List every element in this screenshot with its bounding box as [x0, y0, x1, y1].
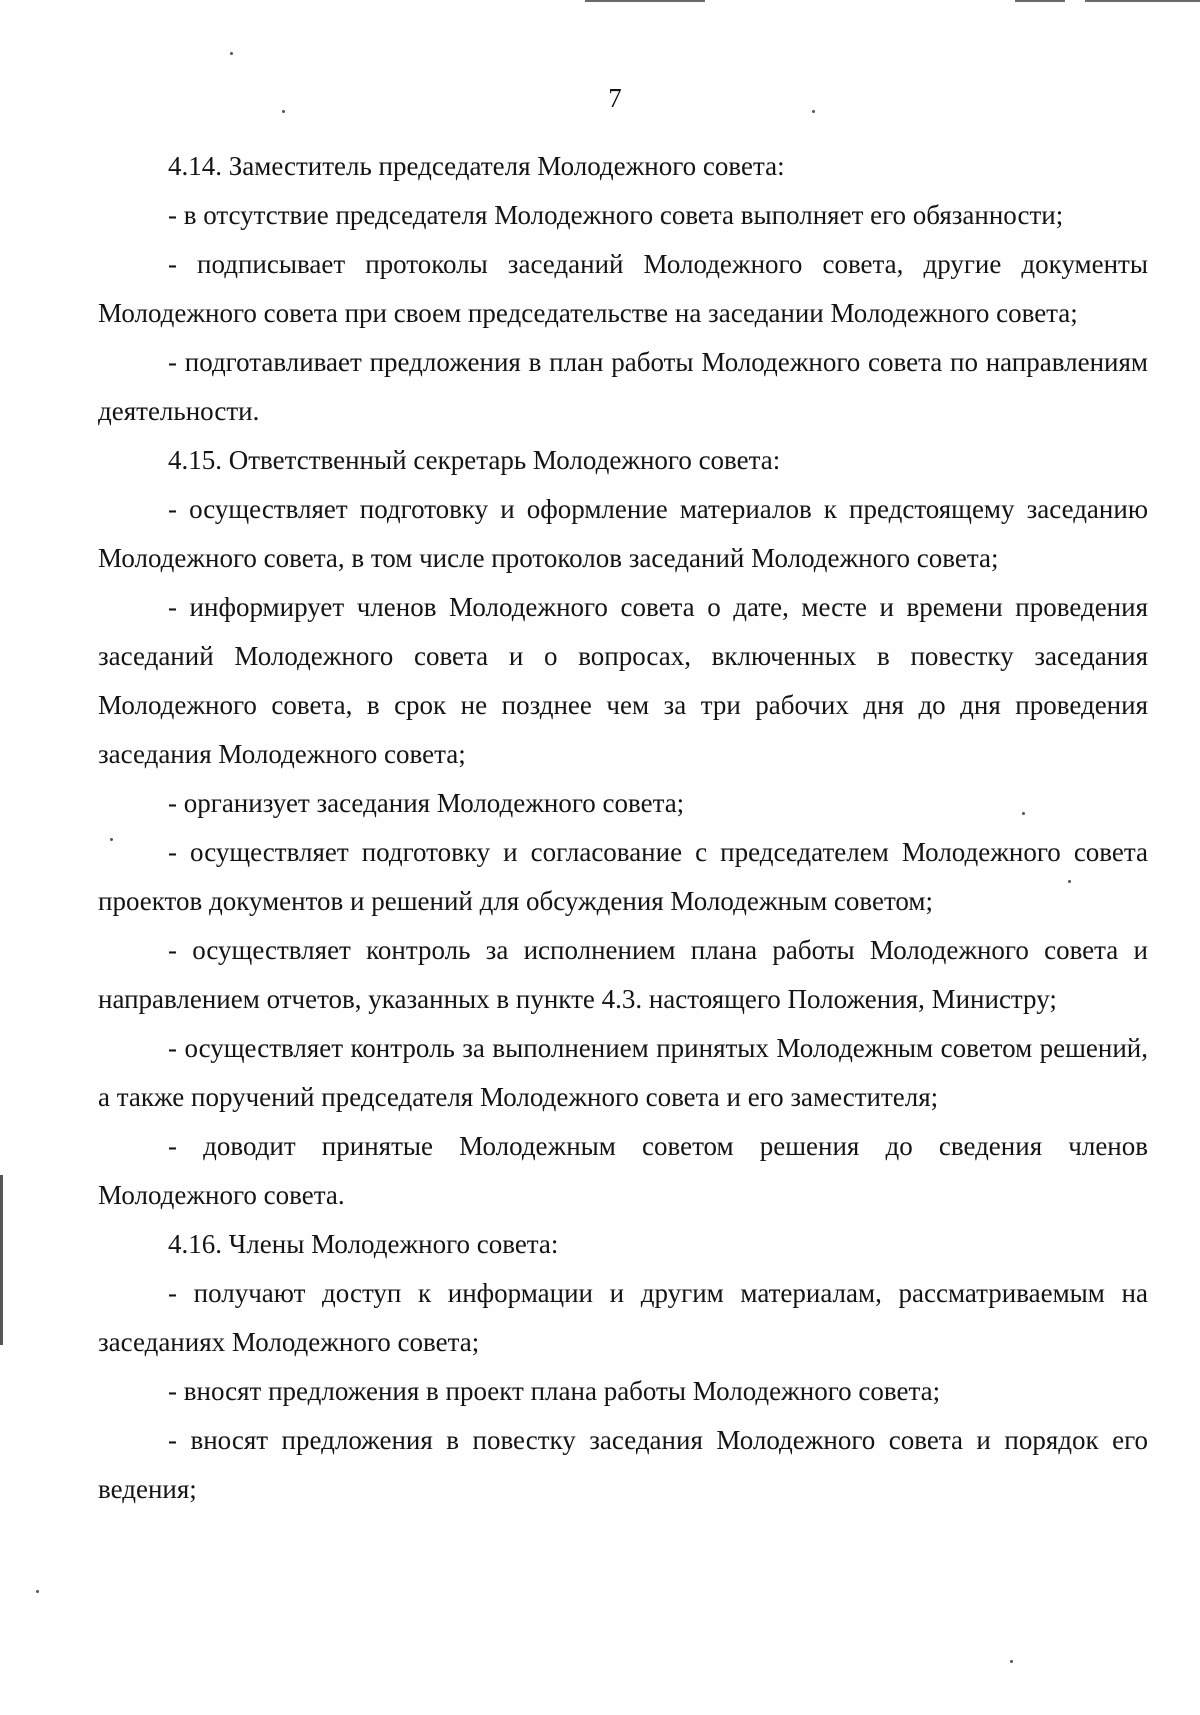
- list-item: - вносят предложения в проект плана работы Молодежного совета;: [168, 1376, 941, 1406]
- list-item: - информирует членов Молодежного совета о дате, месте и времени проведения заседаний Молодежного совета и о вопросах, включенных в повестку заседания Молодежного совета, в срок не позднее чем за три рабочих дня до дня проведения заседания Молодежного совета;: [98, 592, 1148, 769]
- list-item: - организует заседания Молодежного совета;: [168, 788, 685, 818]
- scan-artifact-line: [585, 0, 705, 2]
- list-item: - осуществляет контроль за исполнением плана работы Молодежного совета и направлением отчетов, указанных в пункте 4.3. настоящего Положения, Министру;: [98, 935, 1148, 1014]
- list-item: - в отсутствие председателя Молодежного совета выполняет его обязанности;: [168, 200, 1064, 230]
- section-heading: 4.14. Заместитель председателя Молодежного совета:: [168, 151, 785, 181]
- section-heading: 4.15. Ответственный секретарь Молодежного совета:: [168, 445, 781, 475]
- list-item: - осуществляет контроль за выполнением принятых Молодежным советом решений, а также поручений председателя Молодежного совета и его заместителя;: [98, 1033, 1148, 1112]
- scan-artifact-line: [1015, 0, 1065, 2]
- page-number: 7: [608, 83, 622, 113]
- scan-artifact-speck: [1010, 1660, 1013, 1663]
- list-item: - подготавливает предложения в план работы Молодежного совета по направлениям деятельности.: [98, 347, 1148, 426]
- scan-artifact-speck: [230, 52, 233, 55]
- list-item: - вносят предложения в повестку заседания Молодежного совета и порядок его ведения;: [98, 1425, 1148, 1504]
- scan-artifact-speck: [36, 1590, 39, 1593]
- document-body: [98, 142, 1148, 1514]
- list-item: - получают доступ к информации и другим материалам, рассматриваемым на заседаниях Молодежного совета;: [98, 1278, 1148, 1357]
- list-item: - осуществляет подготовку и оформление материалов к предстоящему заседанию Молодежного совета, в том числе протоколов заседаний Молодежного совета;: [98, 494, 1148, 573]
- list-item: - доводит принятые Молодежным советом решения до сведения членов Молодежного совета.: [98, 1131, 1148, 1210]
- list-item: - осуществляет подготовку и согласование с председателем Молодежного совета проектов документов и решений для обсуждения Молодежным советом;: [98, 837, 1148, 916]
- section-heading: 4.16. Члены Молодежного совета:: [168, 1229, 559, 1259]
- scan-artifact-margin: [0, 1175, 3, 1345]
- scan-artifact-line: [1085, 0, 1200, 2]
- list-item: - подписывает протоколы заседаний Молодежного совета, другие документы Молодежного совета при своем председательстве на заседании Молодежного совета;: [98, 249, 1148, 328]
